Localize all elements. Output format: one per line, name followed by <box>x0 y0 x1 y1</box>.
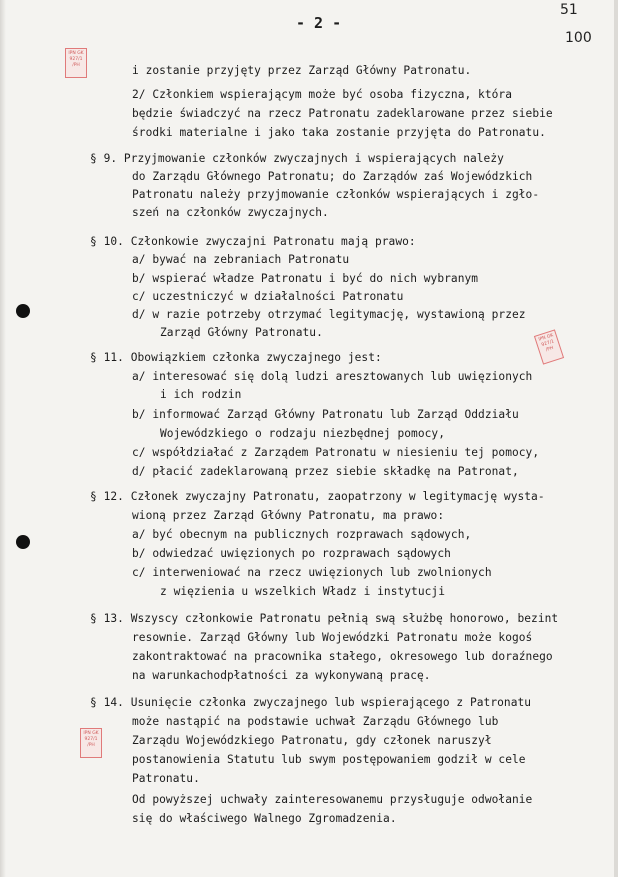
text-line: § 14. Usunięcie członka zwyczajnego lub wspierającego z Patronatu <box>90 696 532 709</box>
handwritten-folio-number: 51 <box>560 2 578 18</box>
page-number: - 2 - <box>296 14 342 32</box>
text-line: c/ interweniować na rzecz uwięzionych lub zwolnionych <box>132 566 492 579</box>
text-line: b/ informować Zarząd Główny Patronatu lub Zarząd Oddziału <box>132 408 519 421</box>
text-line: § 12. Członek zwyczajny Patronatu, zaopatrzony w legitymację wysta- <box>90 490 545 503</box>
text-line: a/ być obecnym na publicznych rozprawach sądowych, <box>132 528 472 541</box>
text-line: a/ interesować się dolą ludzi aresztowanych lub uwięzionych <box>132 370 533 383</box>
text-line: szeń na członków zwyczajnych. <box>132 206 329 219</box>
text-line: Zarząd Główny Patronatu. <box>160 326 323 339</box>
text-line: c/ uczestniczyć w działalności Patronatu <box>132 290 404 303</box>
text-line: Zarządu Wojewódzkiego Patronatu, gdy członek naruszył <box>132 734 492 747</box>
text-line: zakontraktować na pracownika stałego, okresowego lub doraźnego <box>132 650 553 663</box>
text-line: d/ płacić zadeklarowaną przez siebie składkę na Patronat, <box>132 465 519 478</box>
text-line: § 11. Obowiązkiem członka zwyczajnego jest: <box>90 351 382 364</box>
text-line: do Zarządu Głównego Patronatu; do Zarządów zaś Wojewódzkich <box>132 170 533 183</box>
page-edge <box>614 0 618 877</box>
punch-hole <box>16 535 30 549</box>
archive-stamp: IPN GK 927/1 /PH <box>65 48 87 78</box>
page-fold-shadow <box>0 0 6 877</box>
text-line: d/ w razie potrzeby otrzymać legitymację, wystawioną przez <box>132 308 526 321</box>
punch-hole <box>16 304 30 318</box>
text-line: Od powyższej uchwały zainteresowanemu przysługuje odwołanie <box>132 793 533 806</box>
text-line: § 13. Wszyscy członkowie Patronatu pełnią swą służbę honorowo, bezint <box>90 612 559 625</box>
text-line: wioną przez Zarząd Główny Patronatu, ma prawo: <box>132 509 445 522</box>
text-line: resownie. Zarząd Główny lub Wojewódzki Patronatu może kogoś <box>132 631 533 644</box>
text-line: i ich rodzin <box>160 388 242 401</box>
text-line: Patronatu. <box>132 772 200 785</box>
text-line: Wojewódzkiego o rodzaju niezbędnej pomocy, <box>160 427 445 440</box>
text-line: środki materialne i jako taka zostanie przyjęta do Patronatu. <box>132 126 546 139</box>
text-line: § 9. Przyjmowanie członków zwyczajnych i wspierających należy <box>90 152 504 165</box>
text-line: b/ odwiedzać uwięzionych po rozprawach sądowych <box>132 547 451 560</box>
handwritten-page-count: 100 <box>565 30 592 46</box>
text-line: postanowienia Statutu lub swym postępowaniem godził w cele <box>132 753 526 766</box>
text-line: § 10. Członkowie zwyczajni Patronatu mają prawo: <box>90 235 416 248</box>
archive-stamp: IPN GK 927/1 /PH <box>534 329 564 364</box>
text-line: i zostanie przyjęty przez Zarząd Główny Patronatu. <box>132 64 472 77</box>
text-line: z więzienia u wszelkich Władz i instytucji <box>160 585 445 598</box>
text-line: c/ współdziałać z Zarządem Patronatu w niesieniu tej pomocy, <box>132 446 540 459</box>
text-line: Patronatu należy przyjmowanie członków wspierających i zgło- <box>132 188 540 201</box>
text-line: a/ bywać na zebraniach Patronatu <box>132 253 350 266</box>
archive-stamp: IPN GK 927/1 /PH <box>80 728 102 758</box>
text-line: będzie świadczyć na rzecz Patronatu zadeklarowane przez siebie <box>132 107 553 120</box>
text-line: 2/ Członkiem wspierającym może być osoba fizyczna, która <box>132 88 512 101</box>
text-line: b/ wspierać władze Patronatu i być do nich wybranym <box>132 272 479 285</box>
text-line: się do właściwego Walnego Zgromadzenia. <box>132 812 397 825</box>
text-line: może nastąpić na podstawie uchwał Zarządu Głównego lub <box>132 715 499 728</box>
text-line: na warunkachodpłatności za wykonywaną pracę. <box>132 669 431 682</box>
